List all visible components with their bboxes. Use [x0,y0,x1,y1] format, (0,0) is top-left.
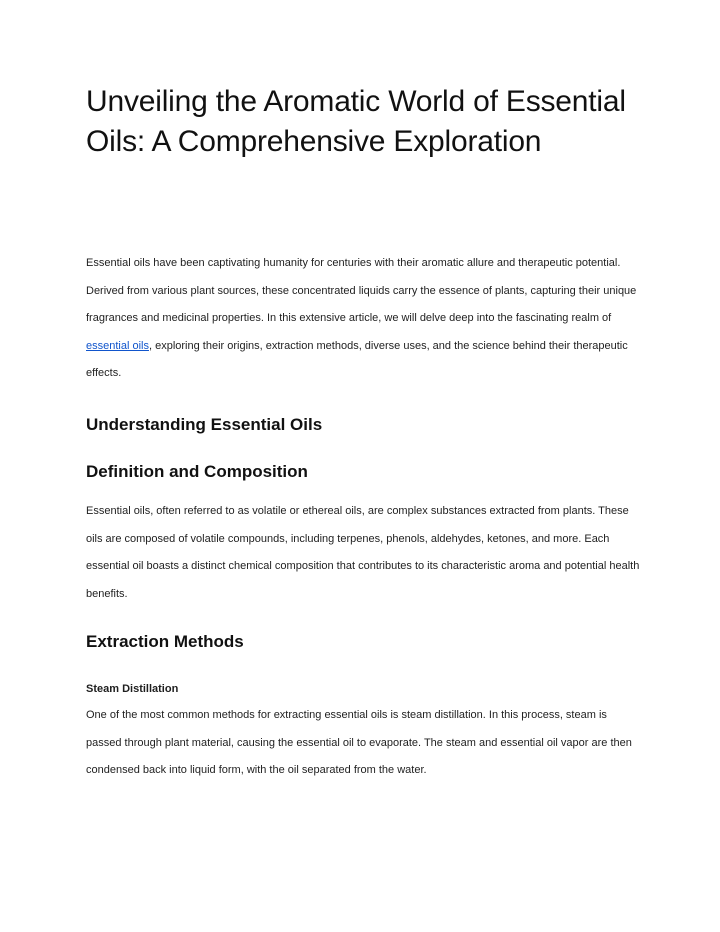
intro-text-after-link: , exploring their origins, extraction methods, diverse uses, and the science behind their therapeutic effects. [86,339,628,379]
essential-oils-link[interactable]: essential oils [86,339,149,352]
page-title: Unveiling the Aromatic World of Essential Oils: A Comprehensive Exploration [86,85,626,158]
definition-heading: Definition and Composition [86,462,308,481]
definition-paragraph: Essential oils, often referred to as volatile or ethereal oils, are complex substances extracted from plants. These oils are composed of volatile compounds, including terpenes, phenols, aldehydes, ketones, and more. Each essential oil boasts a distinct chemical composition that contributes to its characteristic aroma and potential health benefits. [86,505,640,600]
intro-text-before-link: Essential oils have been captivating humanity for centuries with their aromatic allure and therapeutic potential. Derived from various plant sources, these concentrated liquids carry the essence of plants, capturing their unique fragrances and medicinal properties. In this extensive article, we will delve deep into the fascinating realm of [86,257,637,324]
steam-distillation-heading: Steam Distillation [86,683,179,695]
intro-paragraph [86,250,642,388]
steam-distillation-paragraph: One of the most common methods for extracting essential oils is steam distillation. In this process, steam is passed through plant material, causing the essential oil to evaporate. The steam and essential oil vapor are then condensed back into liquid form, with the oil separated from the water. [86,709,632,776]
understanding-heading: Understanding Essential Oils [86,415,323,434]
extraction-heading: Extraction Methods [86,632,244,651]
